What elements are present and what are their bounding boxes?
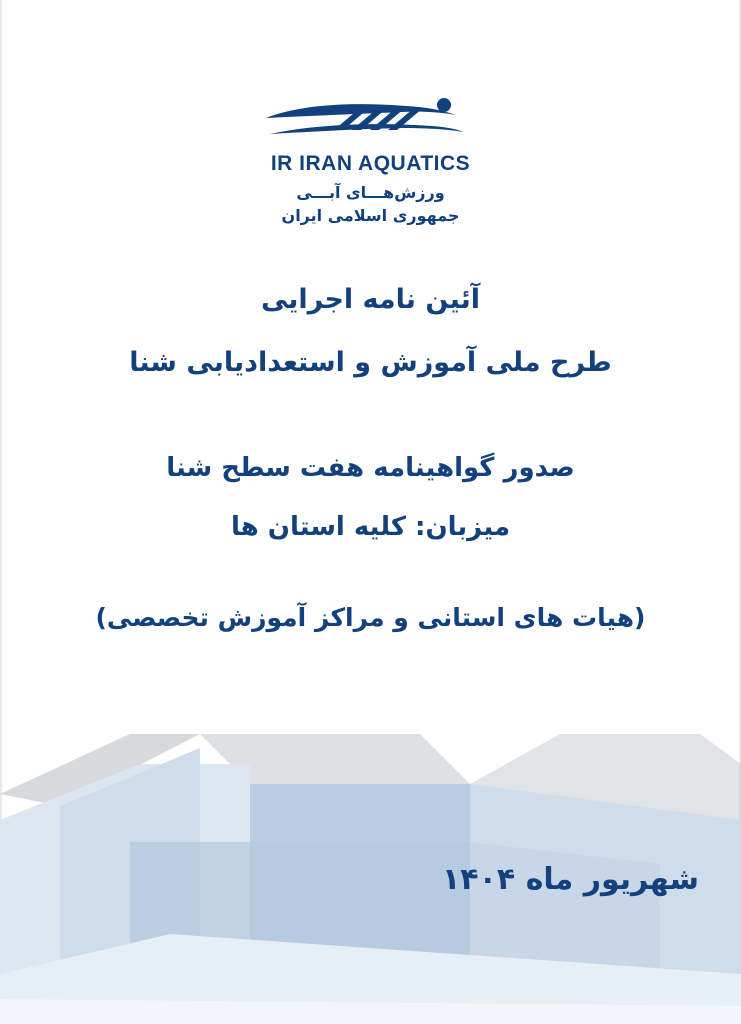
title-line-3: صدور گواهینامه هفت سطح شنا xyxy=(166,453,575,484)
title-line-1: آئین نامه اجرایی xyxy=(260,284,481,315)
federation-logo-block xyxy=(0,96,741,225)
document-title-block xyxy=(0,278,741,638)
title-line-5: (هیات های استانی و مراکز آموزش تخصصی) xyxy=(95,602,646,632)
aquatics-wave-logo-icon xyxy=(256,96,486,148)
title-line-4: میزبان: کلیه استان ها xyxy=(230,511,511,542)
title-line-2: طرح ملی آموزش و استعدادیابی شنا xyxy=(129,346,612,378)
publication-date: شهریور ماه ۱۴۰۴ xyxy=(442,862,699,897)
logo-persian-name-line2: جمهوری اسلامی ایران xyxy=(281,206,460,225)
logo-english-name: IR IRAN AQUATICS xyxy=(270,152,471,175)
logo-persian-name-line1: ورزش‌هـــای آبـــی xyxy=(296,183,445,202)
